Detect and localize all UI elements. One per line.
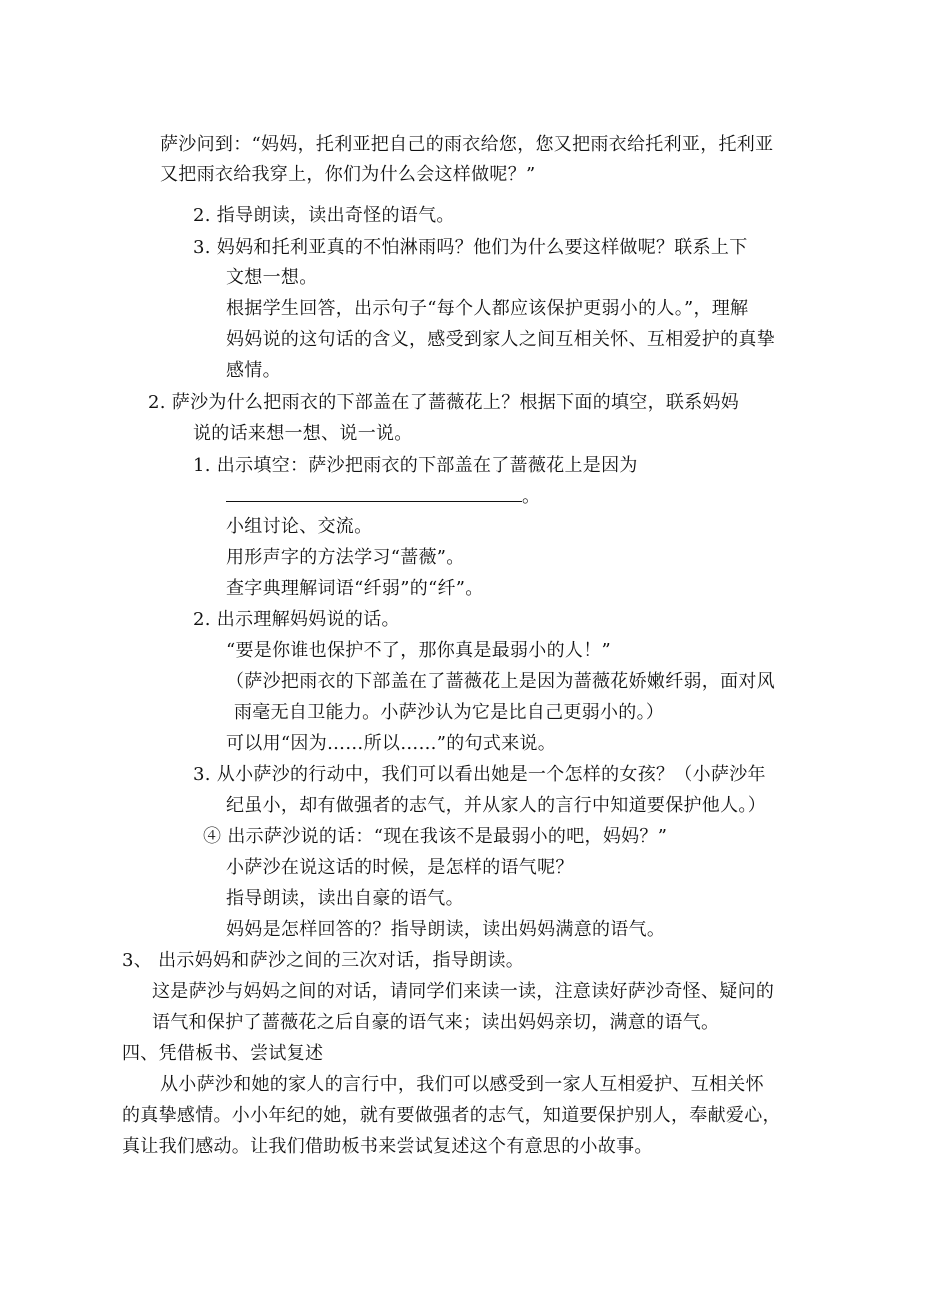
text-line: 萨沙问到：“妈妈，托利亚把自己的雨衣给您，您又把雨衣给托利亚，托利亚 xyxy=(160,134,774,155)
text-line: 用形声字的方法学习“蔷薇”。 xyxy=(226,547,465,568)
text-line: 雨毫无自卫能力。小萨沙认为它是比自己更弱小的。） xyxy=(234,702,665,723)
text-line: 说的话来想一想、说一说。 xyxy=(193,423,413,444)
text-line: 文想一想。 xyxy=(226,267,318,288)
text-line: 语气和保护了蔷薇花之后自豪的语气来；读出妈妈亲切，满意的语气。 xyxy=(152,1012,720,1033)
list-item: 2. 萨沙为什么把雨衣的下部盖在了蔷薇花上？根据下面的填空，联系妈妈 xyxy=(148,392,740,413)
list-item: ④ 出示萨沙说的话：“现在我该不是最弱小的吧，妈妈？” xyxy=(203,826,668,847)
text-line: 这是萨沙与妈妈之间的对话，请同学们来读一读，注意读好萨沙奇怪、疑问的 xyxy=(152,981,775,1002)
text-line: 纪虽小，却有做强者的志气，并从家人的言行中知道要保护他人。） xyxy=(226,795,766,816)
text-line: 真让我们感动。让我们借助板书来尝试复述这个有意思的小故事。 xyxy=(122,1136,653,1157)
text-line: 小萨沙在说这话的时候，是怎样的语气呢？ xyxy=(226,857,574,878)
text-line: 查字典理解词语“纤弱”的“纤”。 xyxy=(226,578,484,599)
list-item: 2. 出示理解妈妈说的话。 xyxy=(193,609,400,630)
text-line: 根据学生回答，出示句子“每个人都应该保护更弱小的人。”，理解 xyxy=(226,298,749,319)
text-line: 妈妈是怎样回答的？指导朗读，读出妈妈满意的语气。 xyxy=(226,919,666,940)
text-line: （萨沙把雨衣的下部盖在了蔷薇花上是因为蔷薇花娇嫩纤弱，面对风 xyxy=(226,671,775,692)
list-item: 2. 指导朗读，读出奇怪的语气。 xyxy=(193,205,455,226)
text-line: 妈妈说的这句话的含义，感受到家人之间互相关怀、互相爱护的真挚 xyxy=(226,329,775,350)
list-item: 3、 出示妈妈和萨沙之间的三次对话，指导朗读。 xyxy=(122,950,525,971)
text-line: 指导朗读，读出自豪的语气。 xyxy=(226,888,464,909)
section-heading: 四、凭借板书、尝试复述 xyxy=(122,1043,324,1064)
text-line: 又把雨衣给我穿上，你们为什么会这样做呢？” xyxy=(160,164,536,185)
fill-in-blank-line xyxy=(226,501,522,502)
list-item: 1. 出示填空：萨沙把雨衣的下部盖在了蔷薇花上是因为 xyxy=(193,455,638,476)
text-line: 从小萨沙和她的家人的言行中，我们可以感受到一家人互相爱护、互相关怀 xyxy=(160,1074,764,1095)
list-item: 3. 从小萨沙的行动中，我们可以看出她是一个怎样的女孩？（小萨沙年 xyxy=(193,764,766,785)
list-item: 3. 妈妈和托利亚真的不怕淋雨吗？他们为什么要这样做呢？联系上下 xyxy=(193,237,748,258)
text-line: 感情。 xyxy=(226,360,281,381)
quote-line: “要是你谁也保护不了，那你真是最弱小的人！” xyxy=(226,640,612,661)
text-line: 可以用“因为……所以……”的句式来说。 xyxy=(226,733,557,754)
text-line: 小组讨论、交流。 xyxy=(226,516,373,537)
text-line: 。 xyxy=(522,486,541,507)
text-line: 的真挚感情。小小年纪的她，就有要做强者的志气，知道要保护别人，奉献爱心， xyxy=(122,1105,781,1126)
